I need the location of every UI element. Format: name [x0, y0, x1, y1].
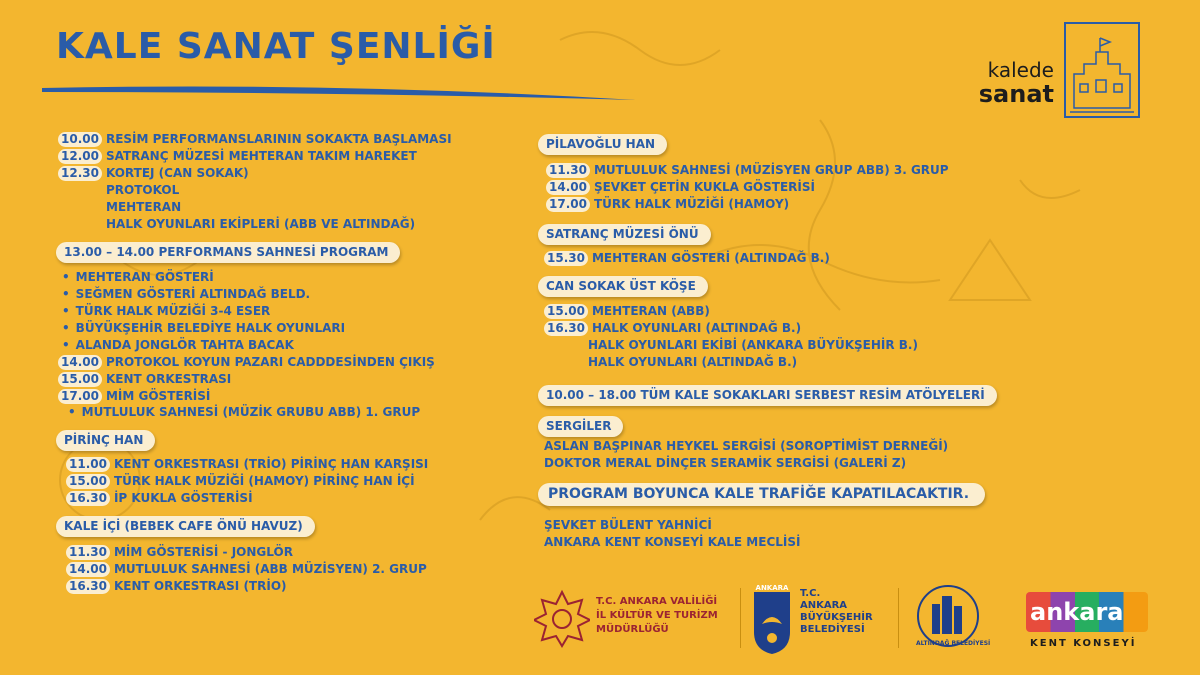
event-text: HALK OYUNLARI EKİPLERİ (ABB VE ALTINDAĞ)	[106, 217, 416, 231]
schedule-row	[58, 149, 417, 164]
list-item: • MEHTERAN GÖSTERİ	[62, 270, 214, 284]
event-text: RESİM PERFORMANSLARININ SOKAKTA BAŞLAMASI	[105, 132, 452, 146]
schedule-row	[66, 545, 293, 560]
section-heading-can-sokak: CAN SOKAK ÜST KÖŞE	[538, 276, 708, 297]
sponsor-logos	[0, 584, 1200, 664]
section-heading-sergiler: SERGİLER	[538, 416, 623, 437]
page-title: KALE SANAT ŞENLİĞİ	[56, 26, 496, 67]
event-text: TÜRK HALK MÜZİĞİ (HAMOY) PİRİNÇ HAN İÇİ	[113, 474, 415, 488]
event-text: ASLAN BAŞPINAR HEYKEL SERGİSİ (SOROPTİMİST DERNEĞİ)	[544, 439, 949, 453]
schedule-row	[588, 355, 797, 370]
event-text: BÜYÜKŞEHİR BELEDİYE HALK OYUNLARI	[75, 321, 346, 335]
left-column	[58, 132, 518, 592]
event-text: ALANDA JONGLÖR TAHTA BACAK	[75, 338, 294, 352]
list-item	[544, 439, 948, 454]
event-text: MUTLULUK SAHNESİ (MÜZİK GRUBU ABB) 1. GRUP	[81, 405, 421, 419]
event-text: MİM GÖSTERİSİ	[105, 389, 211, 403]
time-badge: 10.00	[58, 132, 102, 147]
signature-line	[544, 535, 800, 550]
list-item: • TÜRK HALK MÜZİĞİ 3-4 ESER	[62, 304, 271, 318]
schedule-row	[546, 180, 815, 195]
brand-line-1: kalede	[987, 58, 1054, 82]
right-column	[538, 134, 998, 564]
abb-line-1: T.C.	[800, 588, 821, 599]
time-badge: 17.00	[546, 197, 590, 212]
event-text: DOKTOR MERAL DİNÇER SERAMİK SERGİSİ (GALERİ Z)	[544, 456, 907, 470]
event-text: İP KUKLA GÖSTERİSİ	[113, 491, 253, 505]
schedule-row	[588, 338, 918, 353]
section-heading-pirinc-han: PİRİNÇ HAN	[56, 430, 155, 451]
time-badge: 14.00	[58, 355, 102, 370]
castle-icon	[1064, 22, 1140, 118]
time-badge: 15.00	[66, 474, 110, 489]
list-item: • ALANDA JONGLÖR TAHTA BACAK	[62, 338, 294, 352]
schedule-row	[66, 491, 253, 506]
event-text: MEHTERAN	[106, 200, 182, 214]
time-badge: 16.30	[66, 579, 110, 594]
section-heading-satranc-muzesi: SATRANÇ MÜZESİ ÖNÜ	[538, 224, 711, 245]
divider	[898, 588, 899, 648]
schedule-row	[58, 372, 231, 387]
kent-konseyi-logo	[1026, 584, 1150, 654]
brand-line-2: sanat	[978, 80, 1054, 108]
event-text: PROTOKOL	[106, 183, 180, 197]
event-text: ŞEVKET ÇETİN KUKLA GÖSTERİSİ	[593, 180, 815, 194]
valilik-line-2: İL KÜLTÜR VE TURİZM	[596, 610, 718, 621]
list-item: • BÜYÜKŞEHİR BELEDİYE HALK OYUNLARI	[62, 321, 346, 335]
ankara-word: ankara	[1030, 598, 1124, 626]
event-text: HALK OYUNLARI EKİBİ (ANKARA BÜYÜKŞEHİR B.)	[588, 338, 918, 352]
event-text: MUTLULUK SAHNESİ (ABB MÜZİSYEN) 2. GRUP	[113, 562, 427, 576]
schedule-row	[106, 200, 181, 215]
kalede-sanat-logo	[952, 22, 1142, 122]
section-heading-pilavoglu-han: PİLAVOĞLU HAN	[538, 134, 667, 155]
list-item	[544, 456, 906, 471]
time-badge: 16.30	[66, 491, 110, 506]
event-text: HALK OYUNLARI (ALTINDAĞ B.)	[591, 321, 802, 335]
time-badge: 11.00	[66, 457, 110, 472]
valilik-line-1: T.C. ANKARA VALİLİĞİ	[596, 596, 718, 607]
event-text: MİM GÖSTERİSİ - JONGLÖR	[113, 545, 293, 559]
altindag-label: ALTINDAĞ BELEDİYESİ	[916, 640, 991, 647]
time-badge: 12.30	[58, 166, 102, 181]
event-text: MEHTERAN GÖSTERİ	[75, 270, 214, 284]
event-text: ANKARA KENT KONSEYİ KALE MECLİSİ	[544, 535, 801, 549]
schedule-row	[58, 355, 435, 370]
time-badge: 17.00	[58, 389, 102, 404]
schedule-row	[66, 474, 415, 489]
event-text: TÜRK HALK MÜZİĞİ 3-4 ESER	[75, 304, 271, 318]
altindag-logo	[910, 584, 991, 660]
abb-seal-text: ANKARA	[755, 584, 789, 592]
valilik-line-3: MÜDÜRLÜĞÜ	[596, 624, 669, 635]
time-badge: 15.30	[544, 251, 588, 266]
event-text: MEHTERAN (ABB)	[591, 304, 710, 318]
list-item: • MUTLULUK SAHNESİ (MÜZİK GRUBU ABB) 1. GRUP	[68, 405, 421, 419]
event-text: MUTLULUK SAHNESİ (MÜZİSYEN GRUP ABB) 3. GRUP	[593, 163, 949, 177]
kent-konseyi-label: KENT KONSEYİ	[1030, 638, 1137, 649]
time-badge: 15.00	[544, 304, 588, 319]
event-text: TÜRK HALK MÜZİĞİ (HAMOY)	[593, 197, 790, 211]
section-heading-kale-ici: KALE İÇİ (BEBEK CAFE ÖNÜ HAVUZ)	[56, 516, 315, 537]
schedule-row	[58, 166, 249, 181]
schedule-row	[66, 457, 428, 472]
abb-line-2: ANKARA	[800, 600, 848, 611]
section-heading-atolye: 10.00 – 18.00 TÜM KALE SOKAKLARI SERBEST RESİM ATÖLYELERİ	[538, 385, 997, 406]
event-text: KENT ORKESTRASI	[105, 372, 232, 386]
event-text: ŞEVKET BÜLENT YAHNİCİ	[544, 518, 712, 532]
event-text: PROTOKOL KOYUN PAZARI CADDDESİNDEN ÇIKIŞ	[105, 355, 435, 369]
section-heading-stage: 13.00 – 14.00 PERFORMANS SAHNESİ PROGRAM	[56, 242, 400, 263]
abb-logo	[752, 584, 902, 660]
event-text: MEHTERAN GÖSTERİ (ALTINDAĞ B.)	[591, 251, 830, 265]
event-text: KENT ORKESTRASI (TRİO)	[113, 579, 287, 593]
schedule-row	[546, 163, 949, 178]
divider	[740, 588, 741, 648]
time-badge: 11.30	[546, 163, 590, 178]
time-badge: 15.00	[58, 372, 102, 387]
event-text: KENT ORKESTRASI (TRİO) PİRİNÇ HAN KARŞISI	[113, 457, 429, 471]
time-badge: 11.30	[66, 545, 110, 560]
time-badge: 14.00	[66, 562, 110, 577]
event-text: KORTEJ (CAN SOKAK)	[105, 166, 249, 180]
schedule-row	[544, 304, 710, 319]
signature-line	[544, 518, 712, 533]
traffic-notice: PROGRAM BOYUNCA KALE TRAFİĞE KAPATILACAKTIR.	[538, 483, 985, 506]
event-text: SATRANÇ MÜZESİ MEHTERAN TAKIM HAREKET	[105, 149, 417, 163]
schedule-row	[106, 183, 179, 198]
event-text: SEĞMEN GÖSTERİ ALTINDAĞ BELD.	[75, 287, 311, 301]
time-badge: 16.30	[544, 321, 588, 336]
abb-line-4: BELEDİYESİ	[800, 624, 865, 635]
valilik-logo	[534, 584, 734, 654]
schedule-row	[58, 132, 452, 147]
time-badge: 14.00	[546, 180, 590, 195]
schedule-row	[544, 321, 801, 336]
time-badge: 12.00	[58, 149, 102, 164]
abb-line-3: BÜYÜKŞEHİR	[800, 612, 873, 623]
schedule-row	[66, 562, 427, 577]
star-seal-icon	[534, 588, 590, 648]
schedule-row	[106, 217, 415, 232]
schedule-row	[58, 389, 210, 404]
title-underline	[40, 78, 640, 108]
schedule-row	[546, 197, 789, 212]
event-text: HALK OYUNLARI (ALTINDAĞ B.)	[588, 355, 798, 369]
abb-shield-icon	[752, 584, 792, 656]
list-item: • SEĞMEN GÖSTERİ ALTINDAĞ BELD.	[62, 287, 311, 301]
schedule-row	[544, 251, 830, 266]
